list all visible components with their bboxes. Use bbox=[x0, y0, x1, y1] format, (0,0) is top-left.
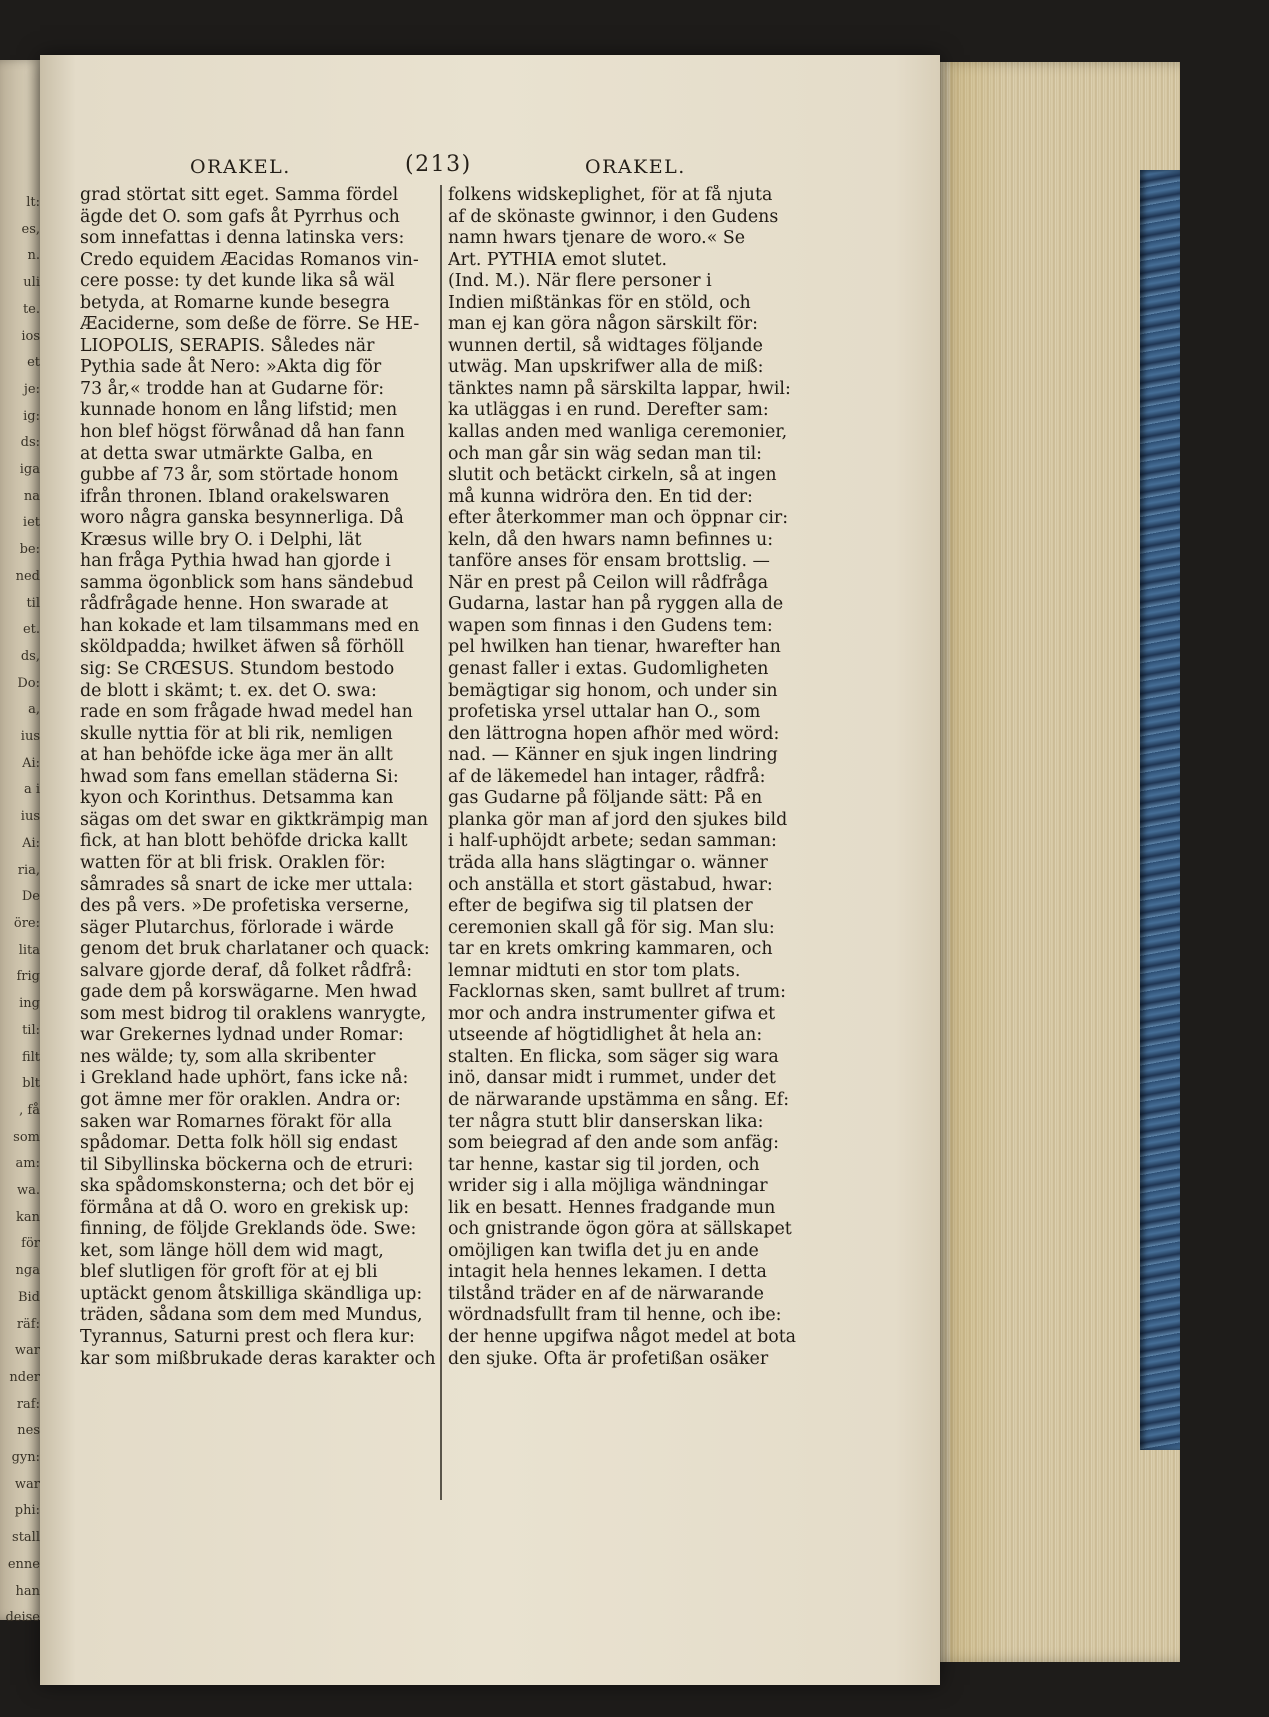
text-line: intagit hela hennes lekamen. I detta bbox=[448, 1262, 767, 1283]
text-line: han kokade et lam tilsammans med en bbox=[80, 615, 420, 636]
text-line: hwad som fans emellan städerna Si: bbox=[80, 766, 399, 787]
text-line: spådomar. Detta folk höll sig endast bbox=[80, 1133, 398, 1154]
previous-page-fragment: ria, bbox=[17, 862, 40, 878]
text-line: den lättrogna hopen afhör med wörd: bbox=[448, 723, 780, 744]
text-line: Kræsus wille bry O. i Delphi, lät bbox=[80, 529, 362, 550]
previous-page-fragment: war bbox=[14, 1476, 40, 1492]
text-line: slutit och betäckt cirkeln, så at ingen bbox=[448, 465, 777, 486]
previous-page-fragment: war bbox=[14, 1343, 40, 1359]
text-line: de närwarande upstämma en sång. Ef: bbox=[448, 1089, 790, 1110]
text-line: woro några ganska besynnerliga. Då bbox=[80, 508, 404, 529]
text-line: sägas om det swar en giktkrämpig man bbox=[80, 809, 429, 830]
text-line: Pythia sade åt Nero: »Akta dig för bbox=[80, 357, 382, 378]
text-line: tanföre anses för ensam brottslig. — bbox=[448, 551, 770, 572]
previous-page-fragment: stall bbox=[12, 1530, 40, 1546]
previous-page-fragment: öre: bbox=[13, 915, 40, 931]
text-line: grad störtat sitt eget. Samma fördel bbox=[80, 185, 399, 205]
text-line: got ämne mer för oraklen. Andra or: bbox=[80, 1089, 401, 1110]
previous-page-fragment: be: bbox=[19, 542, 40, 558]
text-line: tilstånd träder en af de närwarande bbox=[448, 1283, 764, 1304]
text-line: gubbe af 73 år, som störtade honom bbox=[80, 465, 399, 486]
text-line: och anställa et stort gästabud, hwar: bbox=[448, 874, 773, 895]
text-line: bemägtigar sig honom, och under sin bbox=[448, 680, 778, 701]
previous-page-fragment: De bbox=[21, 889, 40, 905]
text-line: LIOPOLIS, SERAPIS. Således när bbox=[80, 335, 375, 356]
text-line: namn hwars tjenare de woro.« Se bbox=[448, 228, 746, 249]
text-line: Facklornas sken, samt bullret af trum: bbox=[448, 982, 786, 1003]
text-line: i half-uphöjdt arbete; sedan samman: bbox=[448, 831, 777, 852]
previous-page-fragment: filt bbox=[21, 1049, 40, 1065]
text-line: kallas anden med wanliga ceremonier, bbox=[448, 422, 788, 443]
previous-page-fragment: Ai: bbox=[22, 835, 40, 851]
text-line: ceremonien skall gå för sig. Man slu: bbox=[448, 917, 775, 938]
previous-page-fragment: ds: bbox=[20, 435, 40, 451]
text-line: gade dem på korswägarne. Men hwad bbox=[80, 982, 418, 1003]
previous-page-fragment: raf: bbox=[16, 1396, 40, 1412]
previous-page-fragment: n. bbox=[27, 248, 40, 264]
previous-page-fragment: ned bbox=[15, 568, 40, 584]
previous-page-fragment: iet bbox=[22, 515, 40, 531]
previous-page-fragment: ios bbox=[21, 328, 40, 344]
previous-page-fragment: es, bbox=[21, 221, 40, 237]
previous-page-fragment: je: bbox=[23, 381, 40, 397]
previous-page-fragment: iga bbox=[19, 462, 40, 478]
text-line: blef slutligen för groft för at ej bli bbox=[80, 1262, 378, 1283]
header-left-title: ORAKEL. bbox=[190, 156, 291, 178]
text-line: nad. — Känner en sjuk ingen lindring bbox=[448, 745, 778, 766]
previous-page-fragment: nga bbox=[15, 1263, 40, 1279]
text-line: tar en krets omkring kammaren, och bbox=[448, 939, 773, 960]
text-line: fick, at han blott behöfde dricka kallt bbox=[80, 831, 408, 852]
text-line: och gnistrande ögon göra at sällskapet bbox=[448, 1219, 792, 1240]
previous-page-fragment: Bid bbox=[17, 1289, 40, 1305]
text-line: keln, då den hwars namn befinnes u: bbox=[448, 529, 774, 550]
text-line: omöjligen kan twifla det ju en ande bbox=[448, 1240, 759, 1261]
text-line: ägde det O. som gafs åt Pyrrhus och bbox=[80, 206, 400, 227]
text-line: sköldpadda; hwilket äfwen så förhöll bbox=[80, 637, 405, 658]
previous-page-fragment: ius bbox=[20, 809, 40, 825]
previous-page-fragment: blt bbox=[22, 1076, 40, 1092]
previous-page-fragment: ig: bbox=[23, 408, 40, 424]
previous-page-fragment: wa. bbox=[16, 1183, 40, 1199]
marbled-cover bbox=[1140, 170, 1180, 1450]
text-line: utseende af högtidlighet åt hela an: bbox=[448, 1025, 763, 1046]
text-line: tänktes namn på särskilta lappar, hwil: bbox=[448, 378, 791, 399]
text-line: samma ögonblick som hans sändebud bbox=[80, 572, 414, 593]
text-line: genast faller i extas. Gudomligheten bbox=[448, 659, 769, 680]
text-line: Tyrannus, Saturni prest och flera kur: bbox=[80, 1326, 415, 1347]
text-line: uptäckt genom åtskilliga skändliga up: bbox=[80, 1283, 423, 1304]
text-line: sig: Se CRŒSUS. Stundom bestodo bbox=[80, 659, 395, 680]
text-line: Gudarna, lastar han på ryggen alla de bbox=[448, 594, 784, 615]
previous-page-fragment: ius bbox=[20, 729, 40, 745]
previous-page-fragment: et. bbox=[22, 622, 40, 638]
text-line: inö, dansar midt i rummet, under det bbox=[448, 1068, 776, 1089]
text-line: profetiska yrsel uttalar han O., som bbox=[448, 702, 761, 723]
previous-page-fragment: räf: bbox=[16, 1316, 40, 1332]
text-line: efter de begifwa sig til platsen der bbox=[448, 896, 753, 917]
text-line: ifrån thronen. Ibland orakelswaren bbox=[80, 486, 390, 507]
text-line: När en prest på Ceilon will rådfråga bbox=[448, 572, 769, 593]
text-line: efter återkommer man och öppnar cir: bbox=[448, 508, 789, 529]
text-line: rådfrågade henne. Hon swarade at bbox=[80, 594, 389, 615]
text-line: som beiegrad af den ande som anfäg: bbox=[448, 1133, 779, 1154]
previous-page-fragment: ds, bbox=[20, 648, 40, 664]
previous-page-fragment: , få bbox=[19, 1102, 40, 1118]
text-line: skulle nyttia för at bli rik, nemligen bbox=[80, 723, 393, 744]
previous-page-fragment: uli bbox=[23, 275, 40, 291]
text-line: Credo equidem Æacidas Romanos vin- bbox=[80, 249, 419, 270]
text-line: af de skönaste gwinnor, i den Gudens bbox=[448, 206, 779, 227]
previous-page-fragment: enne bbox=[7, 1556, 40, 1572]
page-header bbox=[150, 152, 870, 182]
previous-page-fragment: til: bbox=[22, 1022, 40, 1038]
book-edge-shading bbox=[950, 62, 1010, 1662]
text-line: ter några stutt blir danserskan lika: bbox=[448, 1111, 764, 1132]
previous-page-fragment: kan bbox=[15, 1209, 40, 1225]
text-line: tar henne, kastar sig til jorden, och bbox=[448, 1154, 760, 1175]
text-line: til Sibyllinska böckerna och de etruri: bbox=[80, 1154, 414, 1175]
text-line: gas Gudarne på följande sätt: På en bbox=[448, 788, 763, 809]
left-text-column bbox=[80, 185, 445, 1370]
text-line: war Grekernes lydnad under Romar: bbox=[80, 1025, 404, 1046]
text-line: (Ind. M.). När flere personer i bbox=[448, 271, 712, 292]
previous-page-fragment: nder bbox=[9, 1369, 40, 1385]
text-line: folkens widskeplighet, för at få njuta bbox=[448, 185, 773, 205]
text-line: pel hwilken han tienar, hwarefter han bbox=[448, 637, 781, 658]
text-line: lik en besatt. Hennes fradgande mun bbox=[448, 1197, 776, 1218]
text-line: der henne upgifwa något medel at bota bbox=[448, 1326, 797, 1347]
text-line: planka gör man af jord den sjukes bild bbox=[448, 809, 788, 830]
text-line: wrider sig i alla möjliga wändningar bbox=[448, 1176, 768, 1197]
previous-page-fragment: am: bbox=[15, 1156, 40, 1172]
previous-page-fragment: na bbox=[23, 488, 40, 504]
previous-page-fragment: til bbox=[26, 595, 40, 611]
previous-page-fragment: et bbox=[27, 355, 40, 371]
text-line: ska spådomskonsterna; och det bör ej bbox=[80, 1176, 415, 1197]
text-line: ka utläggas i en rund. Derefter sam: bbox=[448, 400, 769, 421]
text-line: Indien mißtänkas för en stöld, och bbox=[448, 292, 751, 313]
text-line: han fråga Pythia hwad han gjorde i bbox=[80, 551, 391, 572]
previous-page-fragment: a, bbox=[28, 702, 40, 718]
previous-page-fragment: för bbox=[21, 1236, 40, 1252]
text-line: wapen som finnas i den Gudens tem: bbox=[448, 615, 773, 636]
text-line: och man går sin wäg sedan man til: bbox=[448, 443, 762, 464]
text-line: 73 år,« trodde han at Gudarne för: bbox=[80, 378, 385, 399]
previous-page-fragment: lt: bbox=[26, 195, 40, 210]
previous-page-text bbox=[0, 190, 40, 1632]
text-line: lemnar midtuti en stor tom plats. bbox=[448, 960, 741, 981]
text-line: finning, de följde Greklands öde. Swe: bbox=[80, 1219, 417, 1240]
text-line: den sjuke. Ofta är profetißan osäker bbox=[448, 1348, 769, 1369]
text-line: träden, sådana som dem med Mundus, bbox=[80, 1305, 423, 1326]
previous-page-fragment: frig bbox=[16, 969, 40, 985]
text-line: wunnen dertil, så widtages följande bbox=[448, 335, 763, 356]
text-line: nes wälde; ty, som alla skribenter bbox=[80, 1046, 376, 1067]
text-line: salvare gjorde deraf, då folket rådfrå: bbox=[80, 960, 413, 981]
text-line: de blott i skämt; t. ex. det O. swa: bbox=[80, 680, 377, 701]
text-line: säger Plutarchus, förlorade i wärde bbox=[80, 917, 394, 938]
text-line: cere posse: ty det kunde lika så wäl bbox=[80, 271, 395, 292]
text-line: som innefattas i denna latinska vers: bbox=[80, 228, 405, 249]
text-line: af de läkemedel han intager, rådfrå: bbox=[448, 766, 766, 787]
text-line: des på vers. »De profetiska verserne, bbox=[80, 896, 410, 917]
text-line: saken war Romarnes förakt för alla bbox=[80, 1111, 392, 1132]
previous-page-fragment: Ai: bbox=[22, 755, 40, 771]
text-line: rade en som frågade hwad medel han bbox=[80, 702, 413, 723]
page-number: (213) bbox=[405, 152, 472, 177]
text-line: betyda, at Romarne kunde besegra bbox=[80, 292, 390, 313]
column-divider bbox=[440, 185, 442, 1500]
text-line: förmåna at då O. woro en grekisk up: bbox=[80, 1197, 410, 1218]
previous-page-edge bbox=[0, 60, 44, 1626]
text-line: kar som mißbrukade deras karakter och bbox=[80, 1348, 436, 1369]
previous-page-fragment: gyn: bbox=[11, 1450, 40, 1466]
header-right-title: ORAKEL. bbox=[585, 156, 686, 178]
text-line: Art. PYTHIA emot slutet. bbox=[448, 249, 668, 270]
text-line: såmrades så snart de icke mer uttala: bbox=[80, 874, 414, 895]
text-line: watten för at bli frisk. Oraklen för: bbox=[80, 852, 386, 873]
previous-page-fragment: nes bbox=[17, 1423, 40, 1439]
text-line: kunnade honom en lång lifstid; men bbox=[80, 400, 398, 421]
text-line: i Grekland hade uphört, fans icke nå: bbox=[80, 1068, 409, 1089]
text-line: Æaciderne, som deße de förre. Se HE- bbox=[80, 314, 420, 335]
text-line: genom det bruk charlataner och quack: bbox=[80, 939, 430, 960]
text-line: hon blef högst förwånad då han fann bbox=[80, 422, 405, 443]
text-line: wördnadsfullt fram til henne, och ibe: bbox=[448, 1305, 782, 1326]
text-line: ket, som länge höll dem wid magt, bbox=[80, 1240, 384, 1261]
previous-page-fragment: han bbox=[15, 1583, 40, 1599]
text-line: kyon och Korinthus. Detsamma kan bbox=[80, 788, 394, 809]
text-line: at han behöfde icke äga mer än allt bbox=[80, 745, 393, 766]
text-line: utwäg. Man upskrifwer alla de miß: bbox=[448, 357, 764, 378]
previous-page-fragment: Do: bbox=[17, 675, 40, 691]
text-line: träda alla hans slägtingar o. wänner bbox=[448, 852, 768, 873]
right-text-column bbox=[448, 185, 838, 1370]
text-line: at detta swar utmärkte Galba, en bbox=[80, 443, 373, 464]
text-line: stalten. En flicka, som säger sig wara bbox=[448, 1046, 779, 1067]
text-line: man ej kan göra någon särskilt för: bbox=[448, 314, 758, 335]
previous-page-fragment: te. bbox=[22, 301, 40, 317]
previous-page-fragment: ing bbox=[19, 996, 40, 1012]
previous-page-fragment: som bbox=[13, 1129, 40, 1145]
previous-page-fragment: lita bbox=[18, 942, 40, 958]
previous-page-fragment: a i bbox=[23, 782, 40, 798]
previous-page-fragment: deise bbox=[5, 1610, 40, 1626]
text-line: mor och andra instrumenter gifwa et bbox=[448, 1003, 776, 1024]
text-line: må kunna widröra den. En tid der: bbox=[448, 486, 753, 507]
previous-page-fragment: phi: bbox=[14, 1503, 40, 1519]
text-line: som mest bidrog til oraklens wanrygte, bbox=[80, 1003, 427, 1024]
